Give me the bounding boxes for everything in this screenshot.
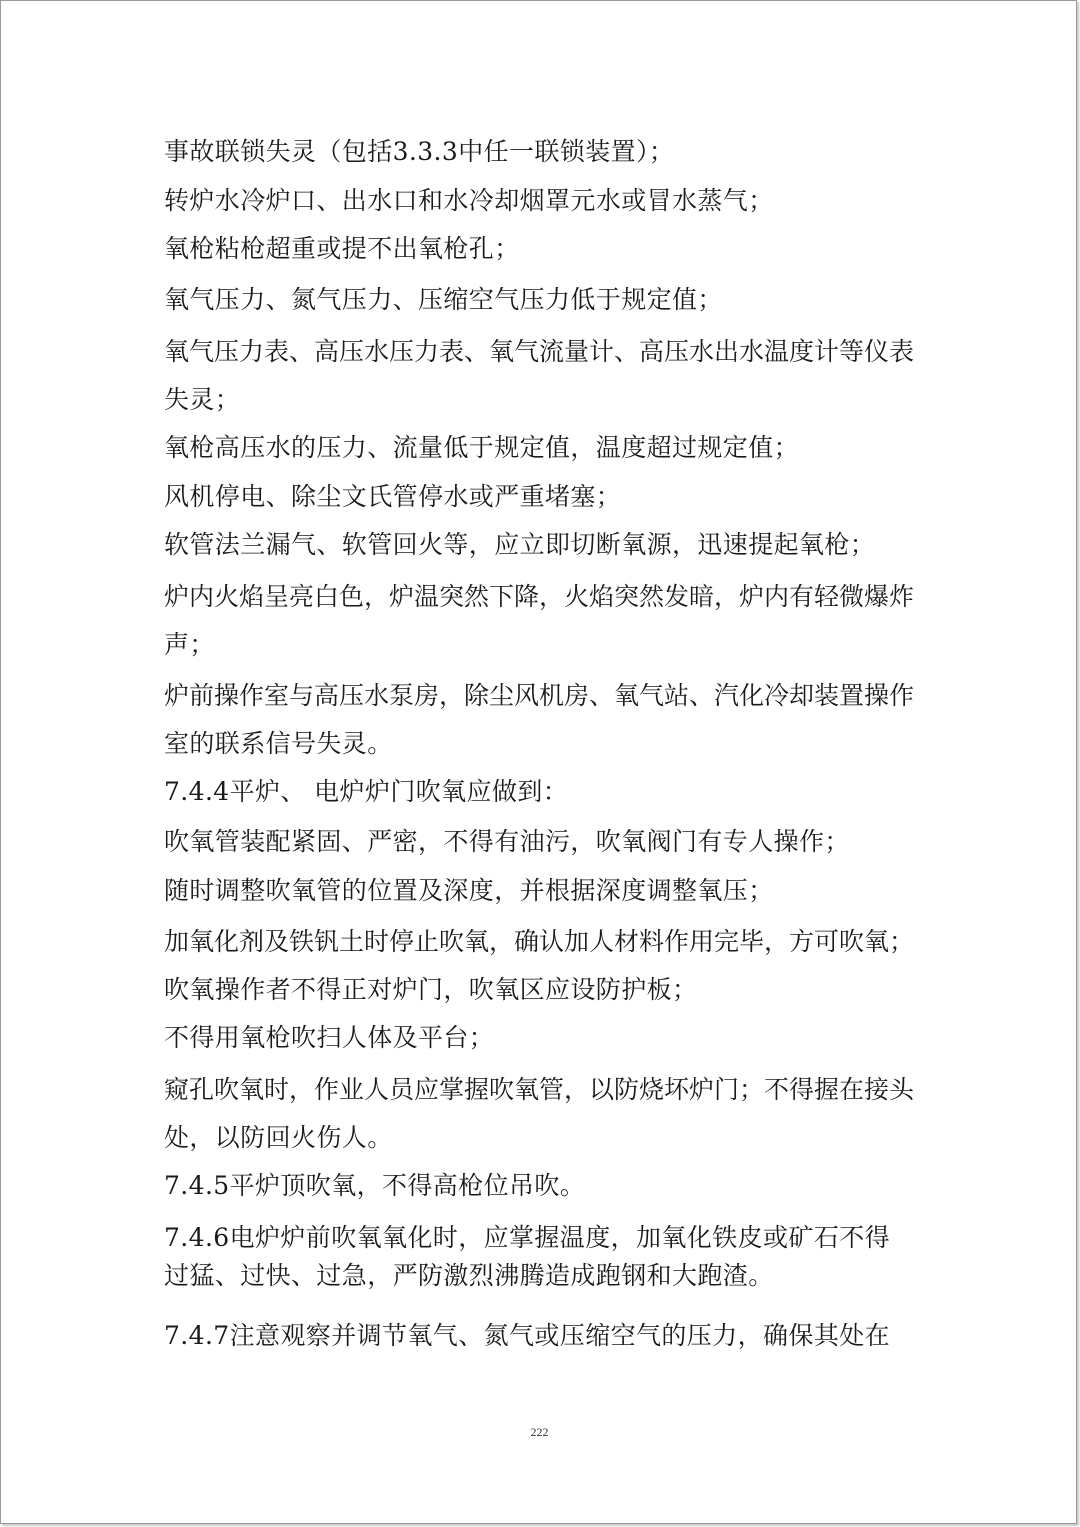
- text-line-4: 氧气压力、氮气压力、压缩空气压力低于规定值；: [164, 285, 723, 314]
- text-line-17: 加氧化剂及铁钒土时停止吹氧，确认加人材料作用完毕，方可吹氧；: [164, 927, 915, 956]
- text-line-13: 室的联系信号失灵。: [164, 729, 393, 758]
- text-line-12: 炉前操作室与高压水泵房，除尘风机房、氧气站、汽化冷却装置操作: [164, 681, 915, 710]
- text-line-2: 转炉水冷炉口、出水口和水冷却烟罩元水或冒水蒸气；: [164, 186, 774, 215]
- text-line-1: 事故联锁失灵（包括3.3.3中任一联锁装置）；: [164, 137, 675, 166]
- text-line-21: 处，以防回火伤人。: [164, 1123, 393, 1152]
- text-line-24: 过猛、过快、过急，严防激烈沸腾造成跑钢和大跑渣。: [164, 1261, 774, 1290]
- text-line-23: 7.4.6电炉炉前吹氧氧化时，应掌握温度，加氧化铁皮或矿石不得: [164, 1223, 891, 1252]
- text-line-11: 声；: [164, 630, 215, 659]
- text-line-3: 氧枪粘枪超重或提不出氧枪孔；: [164, 234, 520, 263]
- page-number: 222: [530, 1425, 549, 1439]
- text-line-5: 氧气压力表、高压水压力表、氧气流量计、高压水出水温度计等仪表: [164, 337, 915, 366]
- text-line-22: 7.4.5平炉顶吹氧，不得高枪位吊吹。: [164, 1171, 586, 1200]
- text-line-25: 7.4.7注意观察并调节氧气、氮气或压缩空气的压力，确保其处在: [164, 1321, 891, 1350]
- text-line-16: 随时调整吹氧管的位置及深度，并根据深度调整氧压；: [164, 876, 774, 905]
- text-line-7: 氧枪高压水的压力、流量低于规定值，温度超过规定值；: [164, 433, 800, 462]
- text-line-15: 吹氧管装配紧固、严密，不得有油污，吹氧阀门有专人操作；: [164, 827, 850, 856]
- text-line-6: 失灵；: [164, 385, 241, 414]
- text-line-14: 7.4.4平炉、 电炉炉门吹氧应做到：: [164, 777, 569, 806]
- text-line-18: 吹氧操作者不得正对炉门，吹氧区应设防护板；: [164, 975, 698, 1004]
- text-line-10: 炉内火焰呈亮白色，炉温突然下降，火焰突然发暗，炉内有轻微爆炸: [164, 582, 915, 611]
- text-line-20: 窥孔吹氧时，作业人员应掌握吹氧管，以防烧坏炉门；不得握在接头: [164, 1075, 915, 1104]
- text-line-19: 不得用氧枪吹扫人体及平台；: [164, 1023, 495, 1052]
- text-line-8: 风机停电、除尘文氏管停水或严重堵塞；: [164, 482, 622, 511]
- text-line-9: 软管法兰漏气、软管回火等，应立即切断氧源，迅速提起氧枪；: [164, 530, 876, 559]
